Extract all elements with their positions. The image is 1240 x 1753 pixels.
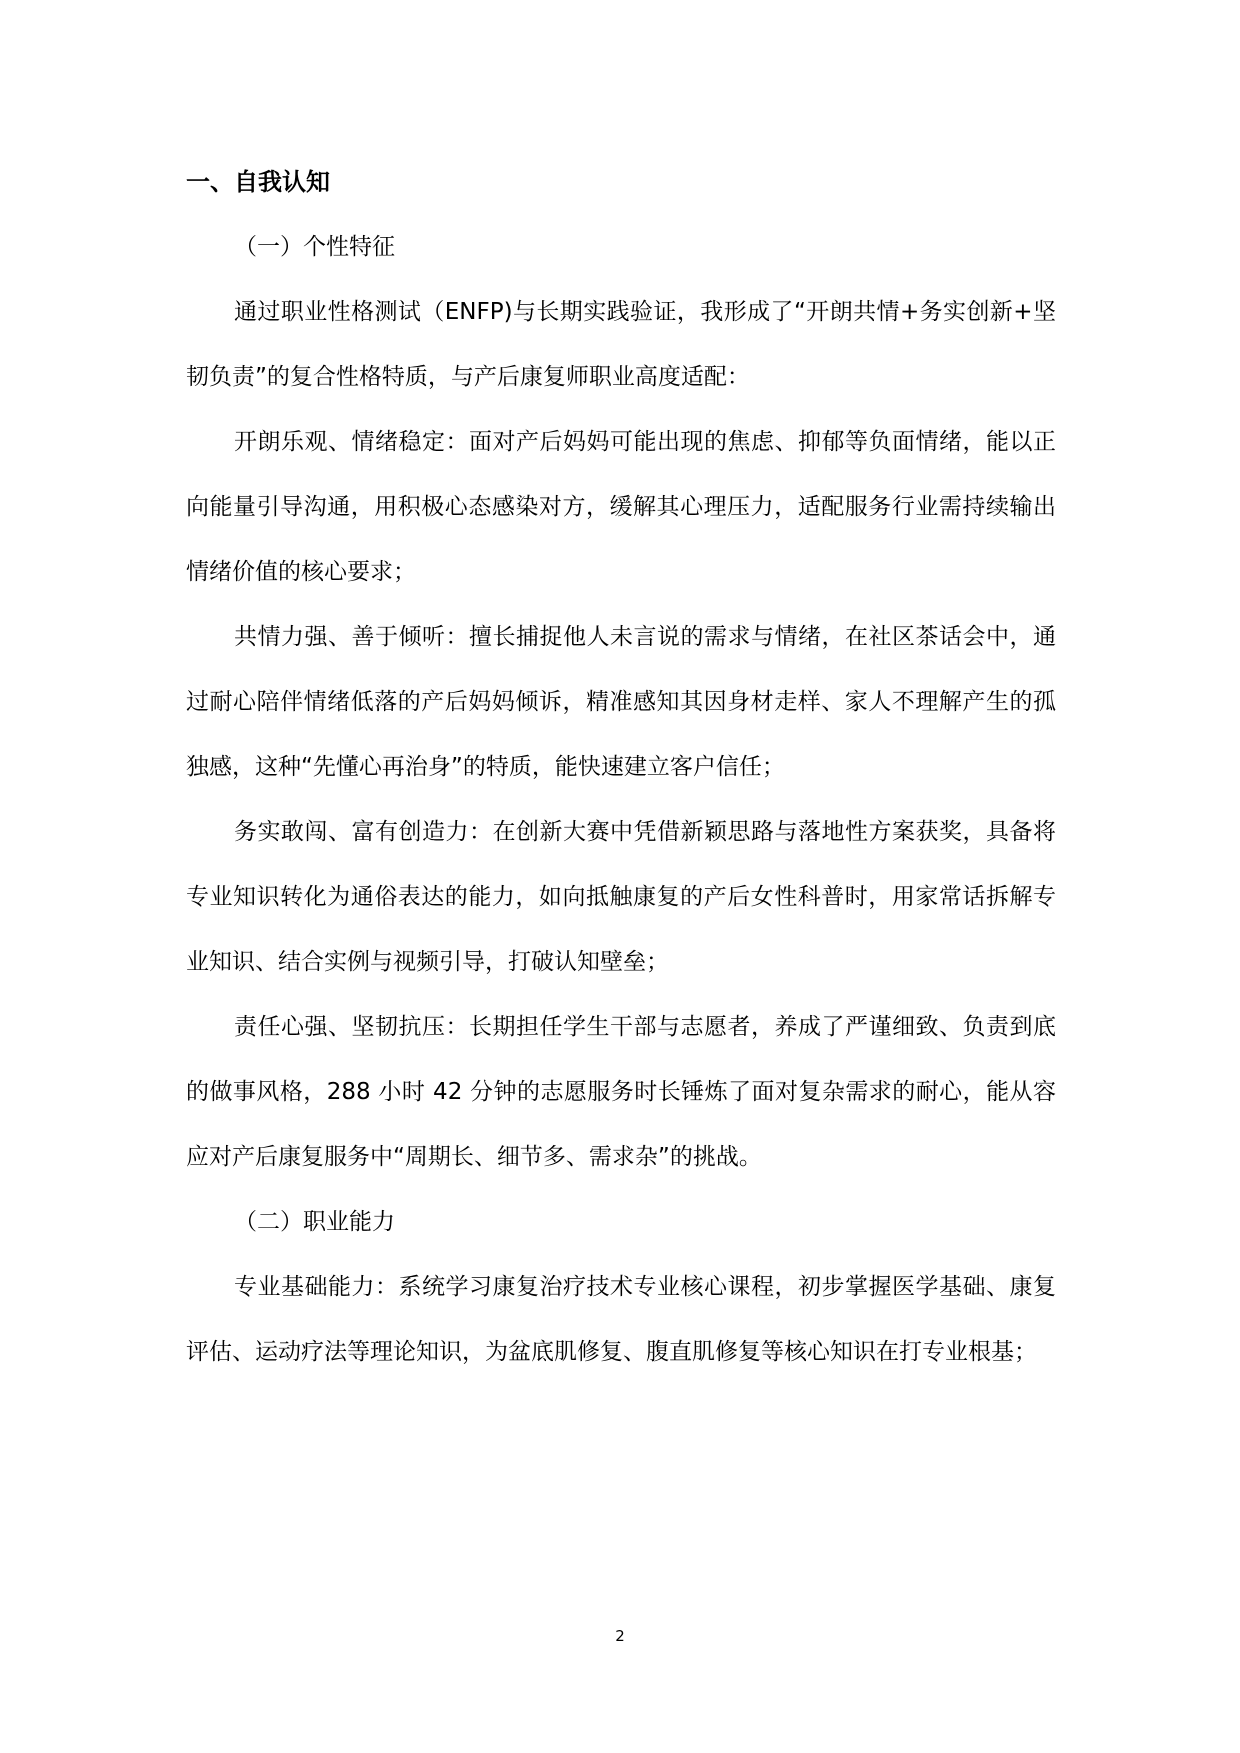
subsection-heading-personality: （一）个性特征 <box>234 234 395 260</box>
subsection-heading-ability: （二）职业能力 <box>234 1209 395 1235</box>
paragraph-trait-optimistic: 开朗乐观、情绪稳定：面对产后妈妈可能出现的焦虑、抑郁等负面情绪，能以正向能量引导沟通，用积极心态感染对方，缓解其心理压力，适配服务行业需持续输出情绪价值的核心要求； <box>186 429 1056 585</box>
section-heading: 一、自我认知 <box>186 168 330 196</box>
paragraph-trait-empathy: 共情力强、善于倾听：擅长捕捉他人未言说的需求与情绪，在社区茶话会中，通过耐心陪伴情绪低落的产后妈妈倾诉，精准感知其因身材走样、家人不理解产生的孤独感，这种“先懂心再治身”的特质，能快速建立客户信任； <box>186 624 1056 780</box>
paragraph-ability-foundation: 专业基础能力：系统学习康复治疗技术专业核心课程，初步掌握医学基础、康复评估、运动疗法等理论知识，为盆底肌修复、腹直肌修复等核心知识在打专业根基； <box>186 1274 1056 1365</box>
page-number: 2 <box>615 1627 625 1645</box>
paragraph-trait-creative: 务实敢闯、富有创造力：在创新大赛中凭借新颖思路与落地性方案获奖，具备将专业知识转化为通俗表达的能力，如向抵触康复的产后女性科普时，用家常话拆解专业知识、结合实例与视频引导，打破认知壁垒； <box>186 819 1056 975</box>
paragraph-trait-responsible: 责任心强、坚韧抗压：长期担任学生干部与志愿者，养成了严谨细致、负责到底的做事风格，288 小时 42 分钟的志愿服务时长锤炼了面对复杂需求的耐心，能从容应对产后康复服务中“周期长、细节多、需求杂”的挑战。 <box>186 1014 1056 1170</box>
paragraph-personality-intro: 通过职业性格测试（ENFP)与长期实践验证，我形成了“开朗共情+务实创新+坚韧负责”的复合性格特质，与产后康复师职业高度适配： <box>186 299 1056 390</box>
page-content <box>186 150 1056 1385</box>
